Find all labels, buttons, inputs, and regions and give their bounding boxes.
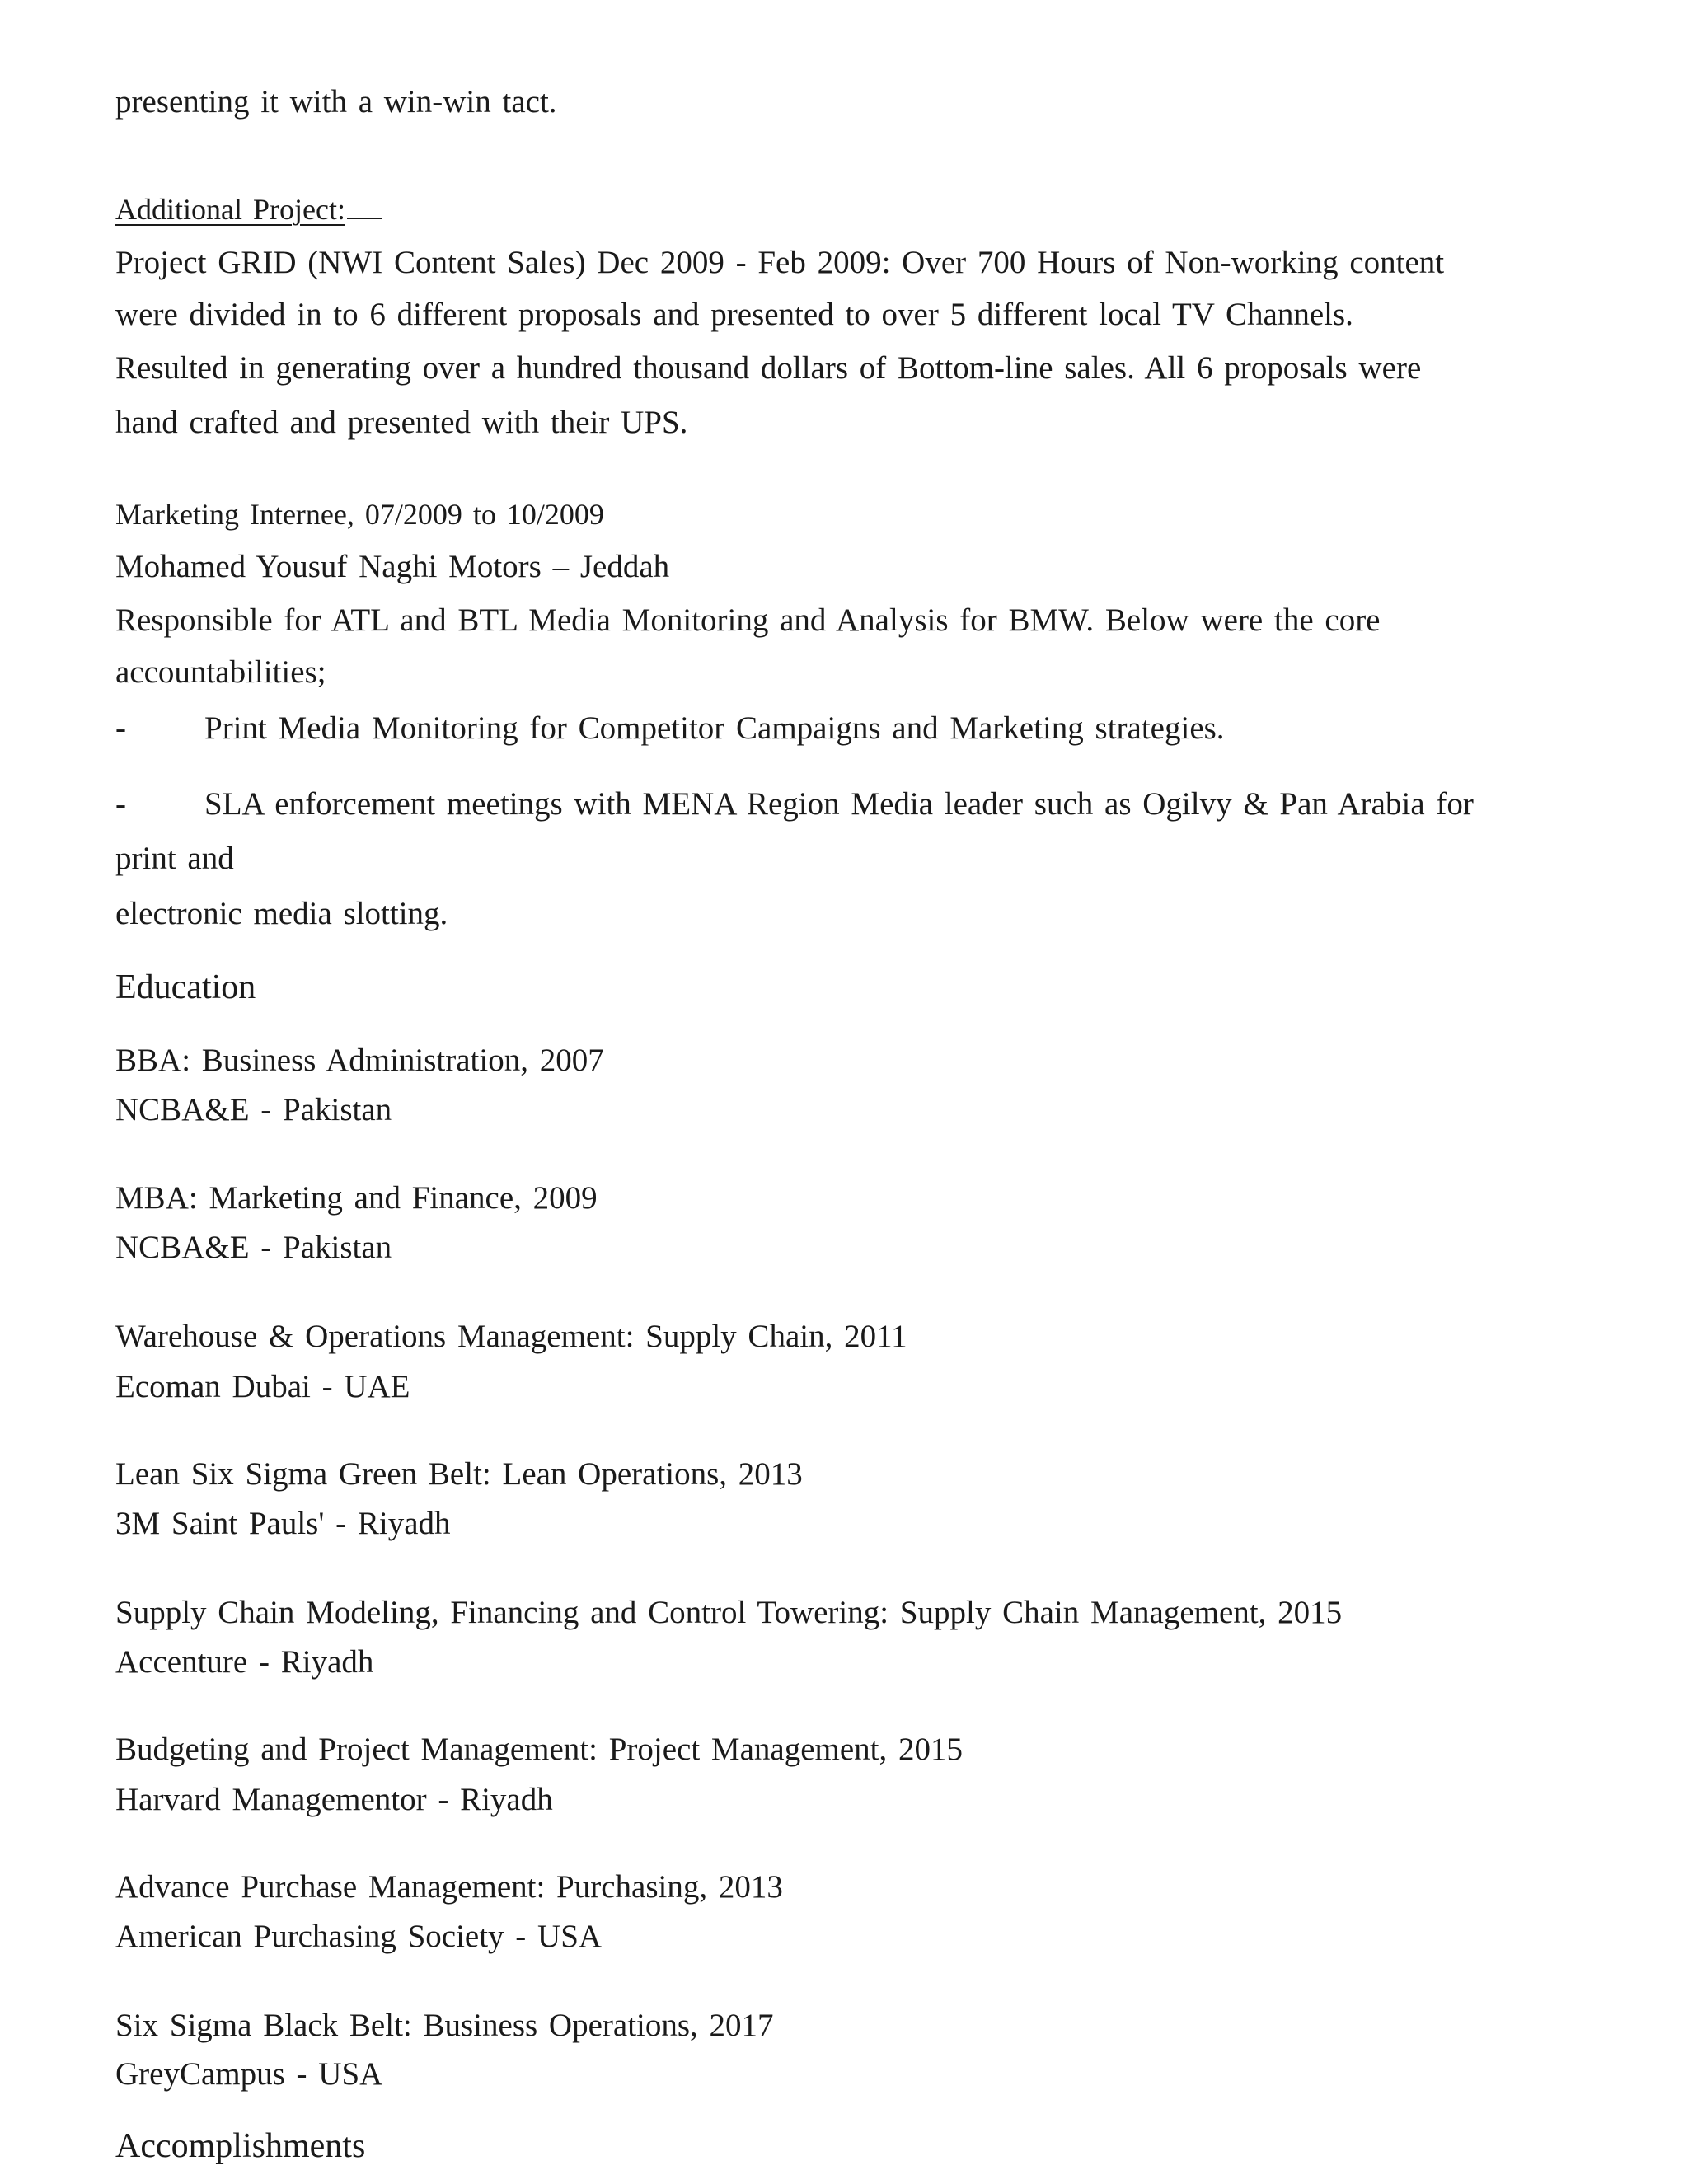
intro-tail-text: presenting it with a win-win tact. <box>115 84 557 120</box>
education-institution: GreyCampus - USA <box>115 2056 383 2092</box>
additional-project-line: hand crafted and presented with their UPS. <box>115 405 688 440</box>
accomplishments-heading: Accomplishments <box>115 2127 366 2165</box>
internship-description-line: Responsible for ATL and BTL Media Monitoring and Analysis for BMW. Below were the core <box>115 602 1381 638</box>
education-institution: 3M Saint Pauls' - Riyadh <box>115 1506 451 1541</box>
bullet-continuation: electronic media slotting. <box>115 896 448 931</box>
education-degree: MBA: Marketing and Finance, 2009 <box>115 1180 598 1216</box>
education-institution: American Purchasing Society - USA <box>115 1919 603 1954</box>
education-degree: BBA: Business Administration, 2007 <box>115 1043 604 1078</box>
education-institution: Accenture - Riyadh <box>115 1644 374 1680</box>
education-institution: Ecoman Dubai - UAE <box>115 1369 410 1404</box>
additional-project-line: were divided in to 6 different proposals and presented to over 5 different local TV Channels. <box>115 297 1353 332</box>
additional-project-line: Resulted in generating over a hundred thousand dollars of Bottom-line sales. All 6 proposals were <box>115 350 1422 386</box>
internship-title: Marketing Internee, 07/2009 to 10/2009 <box>115 498 604 531</box>
education-institution: NCBA&E - Pakistan <box>115 1230 392 1265</box>
education-institution: Harvard Managementor - Riyadh <box>115 1782 553 1817</box>
education-degree: Warehouse & Operations Management: Supply Chain, 2011 <box>115 1319 907 1354</box>
education-degree: Budgeting and Project Management: Project Management, 2015 <box>115 1732 964 1767</box>
additional-project-heading <box>115 190 382 229</box>
bullet-continuation: print and <box>115 841 234 876</box>
heading-underline-tail <box>347 193 382 219</box>
additional-project-line: Project GRID (NWI Content Sales) Dec 2009 - Feb 2009: Over 700 Hours of Non-working content <box>115 245 1445 280</box>
internship-company: Mohamed Yousuf Naghi Motors – Jeddah <box>115 549 670 584</box>
education-heading: Education <box>115 968 256 1006</box>
bullet-text: Print Media Monitoring for Competitor Campaigns and Marketing strategies. <box>204 710 1225 746</box>
education-degree: Advance Purchase Management: Purchasing, 2013 <box>115 1869 783 1905</box>
bullet-dash: - <box>115 786 126 822</box>
education-degree: Six Sigma Black Belt: Business Operations, 2017 <box>115 2008 774 2043</box>
education-degree: Lean Six Sigma Green Belt: Lean Operations, 2013 <box>115 1456 803 1492</box>
internship-description-line: accountabilities; <box>115 654 326 690</box>
education-institution: NCBA&E - Pakistan <box>115 1092 392 1127</box>
bullet-dash: - <box>115 710 126 746</box>
additional-project-heading-label: Additional Project: <box>115 193 345 226</box>
bullet-text: SLA enforcement meetings with MENA Region Media leader such as Ogilvy & Pan Arabia for <box>204 786 1474 822</box>
education-degree: Supply Chain Modeling, Financing and Control Towering: Supply Chain Management, 2015 <box>115 1595 1343 1630</box>
